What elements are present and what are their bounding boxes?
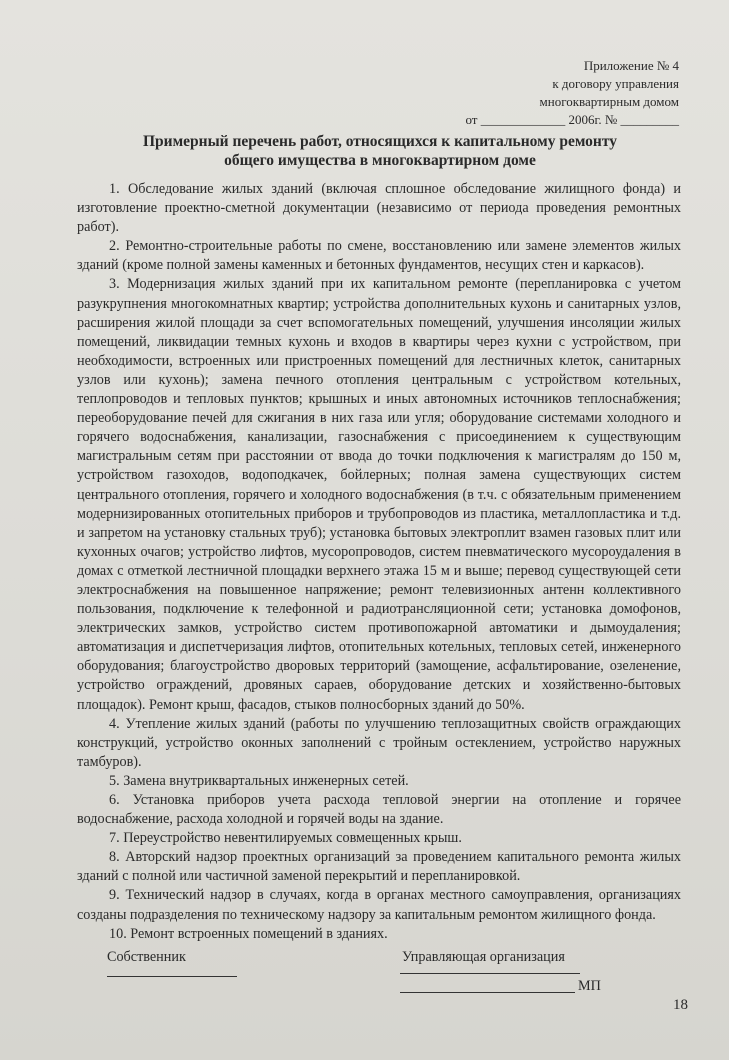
org-signature-line xyxy=(400,992,575,993)
owner-label: Собственник xyxy=(107,949,186,965)
list-item: 6. Установка приборов учета расхода тепловой энергии на отопление и горячее водоснабжение, расхода холодной и горячей воды на здание. xyxy=(77,792,681,828)
appendix-contract: к договору управления xyxy=(552,76,679,91)
appendix-header xyxy=(439,57,679,129)
title-line-1: Примерный перечень работ, относящихся к капитальному ремонту xyxy=(142,133,618,150)
list-item: 1. Обследование жилых зданий (включая сплошное обследование жилищного фонда) и изготовление проектно-сметной документации (независимо от периода проведения ремонтных работ). xyxy=(77,181,681,236)
list-item: 10. Ремонт встроенных помещений в зданиях. xyxy=(109,925,388,942)
list-item: 9. Технический надзор в случаях, когда в органах местного самоуправления, организациях созданы подразделения по техническому надзору за капитальным ремонтом жилищного фонда. xyxy=(77,887,681,923)
list-item: 4. Утепление жилых зданий (работы по улучшению теплозащитных свойств ограждающих конструкций, устройство оконных заполнений с тройным остеклением, устройство наружных тамбуров). xyxy=(77,715,681,770)
list-item: 5. Замена внутриквартальных инженерных сетей. xyxy=(109,772,409,789)
page-number: 18 xyxy=(673,997,688,1013)
list-item: 3. Модернизация жилых зданий при их капитальном ремонте (перепланировка с учетом разукрупнения многокомнатных квартир; устройства дополнительных кухонь и санитарных узлов, расширения жилой площади за счет вспомогательных помещений, улучшения инсоляции жилых помещений, ликвидации темных кухонь и входов в квартиры через кухни с устройством, при необходимости, встроенных или пристроенных помещений для лестничных клеток, санитарных узлов или кухонь); замена печного отопления центральным с устройством котельных, теплопроводов и тепловых пунктов; крышных и иных автономных источников теплоснабжения; переоборудование печей для сжигания в них газа или угля; оборудование системами холодного и горячего водоснабжения, канализации, газоснабжения с присоединением к существующим магистральным сетям при расстоянии от ввода до точки подключения к магистралям до 150 м, устройством газоходов, водоподкачек, бойлерных; полная замена существующих систем центрального отопления, горячего и холодного водоснабжения (в т.ч. с обязательным применением модернизированных отопительных приборов и трубопроводов из пластика, металлопластика и т.д. и запретом на установку стальных труб); установка бытовых электроплит взамен газовых плит или кухонных очагов; устройство лифтов, мусоропроводов, систем пневматического мусороудаления в домах с отметкой лестничной площадки верхнего этажа 15 м и выше; перевод существующей сети электроснабжения на повышенное напряжение; ремонт телевизионных антенн коллективного пользования, подключение к телефонной и радиотрансляционной сети; установка домофонов, электрических замков, устройство систем противопожарной автоматики и дымоудаления; автоматизация и диспетчеризация лифтов, отопительных котельных, тепловых сетей, инженерного оборудования; благоустройство дворовых территорий (замощение, асфальтирование, озеленение, устройство ограждений, дровяных сараев, оборудование детских и хозяйственно-бытовых площадок). Ремонт крыш, фасадов, стыков полносборных зданий до 50%. xyxy=(77,276,681,713)
list-item: 2. Ремонтно-строительные работы по смене, восстановлению или замене элементов жилых зданий (кроме полной замены каменных и бетонных фундаментов, несущих стен и каркасов). xyxy=(77,238,681,274)
owner-signature-line xyxy=(107,976,237,977)
document-title xyxy=(60,132,700,170)
work-list xyxy=(77,180,681,944)
title-line-2: общего имущества в многоквартирном доме xyxy=(224,152,536,169)
appendix-number: Приложение № 4 xyxy=(583,58,679,73)
appendix-date-number: от _____________ 2006г. № _________ xyxy=(465,112,679,127)
list-item: 7. Переустройство невентилируемых совмещенных крыш. xyxy=(109,830,462,847)
stamp-label: МП xyxy=(578,978,601,994)
org-name-line xyxy=(400,973,580,974)
list-item: 8. Авторский надзор проектных организаций за проведением капитального ремонта жилых зданий с полной или частичной заменой перекрытий и перепланировкой. xyxy=(77,849,681,885)
management-org-label: Управляющая организация xyxy=(402,949,565,965)
appendix-building: многоквартирным домом xyxy=(539,94,679,109)
